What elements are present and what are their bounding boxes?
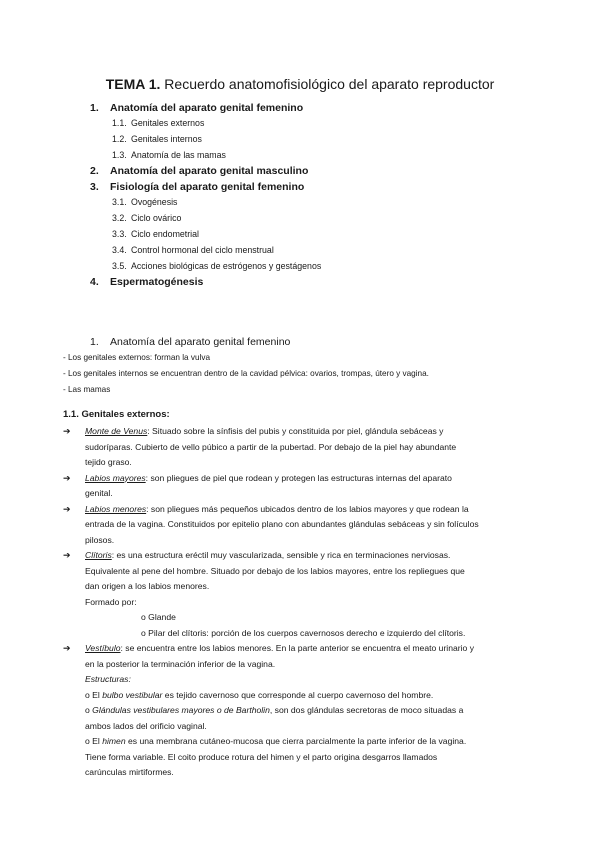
term: Clítoris <box>85 550 112 560</box>
toc-item-3-2 <box>90 211 510 227</box>
text: : es una estructura eréctil muy vascularizada, sensible y rica en terminaciones nerviosas. <box>111 550 451 560</box>
list-item-clitoris <box>63 548 543 641</box>
term: Labios mayores <box>85 472 146 483</box>
toc-num: 1.1. <box>112 118 127 128</box>
toc-item-3-3 <box>90 227 510 243</box>
text-line: en la posterior la terminación inferior de la vagina. <box>85 658 276 669</box>
text-line: carúnculas mirtiformes. <box>85 767 174 777</box>
page-title <box>0 76 600 92</box>
toc-num: 3.2. <box>112 213 127 224</box>
section-num: 1. <box>90 336 99 348</box>
toc-num: 1. <box>90 102 99 114</box>
arrow-right-icon: ➔ <box>63 472 71 483</box>
text-line: ambos lados del orificio vaginal. <box>85 720 207 731</box>
text-line: dan origen a los labios menores. <box>85 581 210 591</box>
toc-item-3-4 <box>90 243 510 259</box>
text: es una membrana cutáneo-mucosa que cierra parcialmente la parte inferior de la vagina. <box>125 736 467 746</box>
list-item-labios-menores <box>63 502 543 549</box>
toc-num: 3.4. <box>112 244 127 255</box>
toc-item-1-1 <box>90 116 510 132</box>
toc-item-1-3 <box>90 148 510 164</box>
toc-label: Ovogénesis <box>131 197 178 208</box>
section-label: Anatomía del aparato genital femenino <box>110 336 291 348</box>
text: o El <box>85 689 103 700</box>
toc-num: 3.5. <box>112 260 127 271</box>
toc-item-1-2 <box>90 132 510 148</box>
arrow-right-icon: ➔ <box>63 643 71 653</box>
term: Glándulas vestibulares mayores o de Bartholin <box>92 705 270 715</box>
term: Monte de Venus <box>85 426 148 436</box>
bullet-line: - Las mamas <box>63 385 111 394</box>
toc-item-3 <box>90 179 510 195</box>
toc-label: Espermatogénesis <box>110 276 204 289</box>
text: , son dos glándulas secretoras de moco situadas a <box>269 705 464 715</box>
sub-list-item: o Pilar del clítoris: porción de los cuerpos cavernosos derecho e izquierdo del clítoris. <box>141 627 466 638</box>
text-line: Estructuras: <box>85 674 131 684</box>
text-line: Equivalente al pene del hombre. Situado por debajo de los labios mayores, entre los repliegues que <box>85 565 465 576</box>
toc-item-3-5 <box>90 259 510 275</box>
text: : Situado sobre la sínfisis del pubis y constituida por piel, glándula sebáceas y <box>147 426 444 436</box>
toc-label: Anatomía del aparato genital masculino <box>110 165 309 178</box>
text: o <box>85 705 93 715</box>
list-item-labios-mayores <box>63 471 543 502</box>
toc-label: Anatomía de las mamas <box>131 149 226 160</box>
list-item-vestibulo <box>63 641 543 781</box>
text: es tejido cavernoso que corresponde al cuerpo cavernoso del hombre. <box>162 689 434 700</box>
toc-num: 1.2. <box>112 133 127 144</box>
text-line: genital. <box>85 488 113 498</box>
toc-item-4 <box>90 274 510 290</box>
toc-num: 1.3. <box>112 149 127 160</box>
text: : son pliegues más pequeños ubicados dentro de los labios mayores y que rodean la <box>146 503 469 514</box>
text: : son pliegues de piel que rodean y protegen las estructuras internas del aparato <box>145 472 452 483</box>
text: o El <box>85 736 103 746</box>
toc-label: Genitales externos <box>131 118 205 128</box>
bullet-line: - Los genitales externos: forman la vulva <box>63 353 210 362</box>
toc-item-3-1 <box>90 195 510 211</box>
term: Vestíbulo <box>85 643 121 653</box>
text-line: entrada de la vagina. Constituidos por epitelio plano con abundantes glándulas sebáceas y sin folículos <box>85 519 479 529</box>
toc-num: 3. <box>90 181 99 194</box>
toc-label: Ciclo endometrial <box>131 228 199 239</box>
section-heading <box>90 336 290 348</box>
toc-label: Genitales internos <box>131 133 202 144</box>
text: : se encuentra entre los labios menores. En la parte anterior se encuentra el meato urinario y <box>120 643 475 653</box>
toc-item-2 <box>90 163 510 179</box>
toc-num: 3.3. <box>112 228 127 239</box>
bullet-line: - Los genitales internos se encuentran dentro de la cavidad pélvica: ovarios, trompas, útero y vagina. <box>63 369 429 378</box>
sub-list-item: o Glande <box>141 612 176 622</box>
title-bold: TEMA 1. <box>105 76 161 92</box>
title-text: Recuerdo anatomofisiológico del aparato reproductor <box>160 76 495 92</box>
toc-item-1 <box>90 100 510 116</box>
arrow-right-icon: ➔ <box>63 426 71 436</box>
table-of-contents <box>90 100 510 290</box>
term: bulbo vestibular <box>102 689 163 700</box>
arrow-right-icon: ➔ <box>63 550 71 560</box>
arrow-right-icon: ➔ <box>63 503 71 514</box>
term: Labios menores <box>85 503 147 514</box>
subsection-heading: 1.1. Genitales externos: <box>63 409 170 420</box>
term: himen <box>102 736 126 746</box>
toc-label: Control hormonal del ciclo menstrual <box>131 244 274 255</box>
list-item-monte-de-venus <box>63 424 543 471</box>
toc-num: 2. <box>90 165 99 178</box>
text-line: tejido graso. <box>85 457 132 467</box>
text-line: Formado por: <box>85 596 137 607</box>
toc-label: Fisiología del aparato genital femenino <box>110 181 305 194</box>
toc-num: 3.1. <box>112 197 127 208</box>
toc-label: Acciones biológicas de estrógenos y gestágenos <box>131 260 322 271</box>
text-line: pilosos. <box>85 534 115 545</box>
text-line: sudoríparas. Cubierto de vello púbico a partir de la pubertad. Por debajo de la piel hay abundante <box>85 441 457 452</box>
text-line: Tiene forma variable. El coito produce rotura del himen y el parto origina desgarros llamados <box>85 751 438 762</box>
toc-num: 4. <box>90 276 99 289</box>
toc-label: Anatomía del aparato genital femenino <box>110 102 304 114</box>
toc-label: Ciclo ovárico <box>131 213 182 224</box>
subsection-body <box>63 424 543 781</box>
